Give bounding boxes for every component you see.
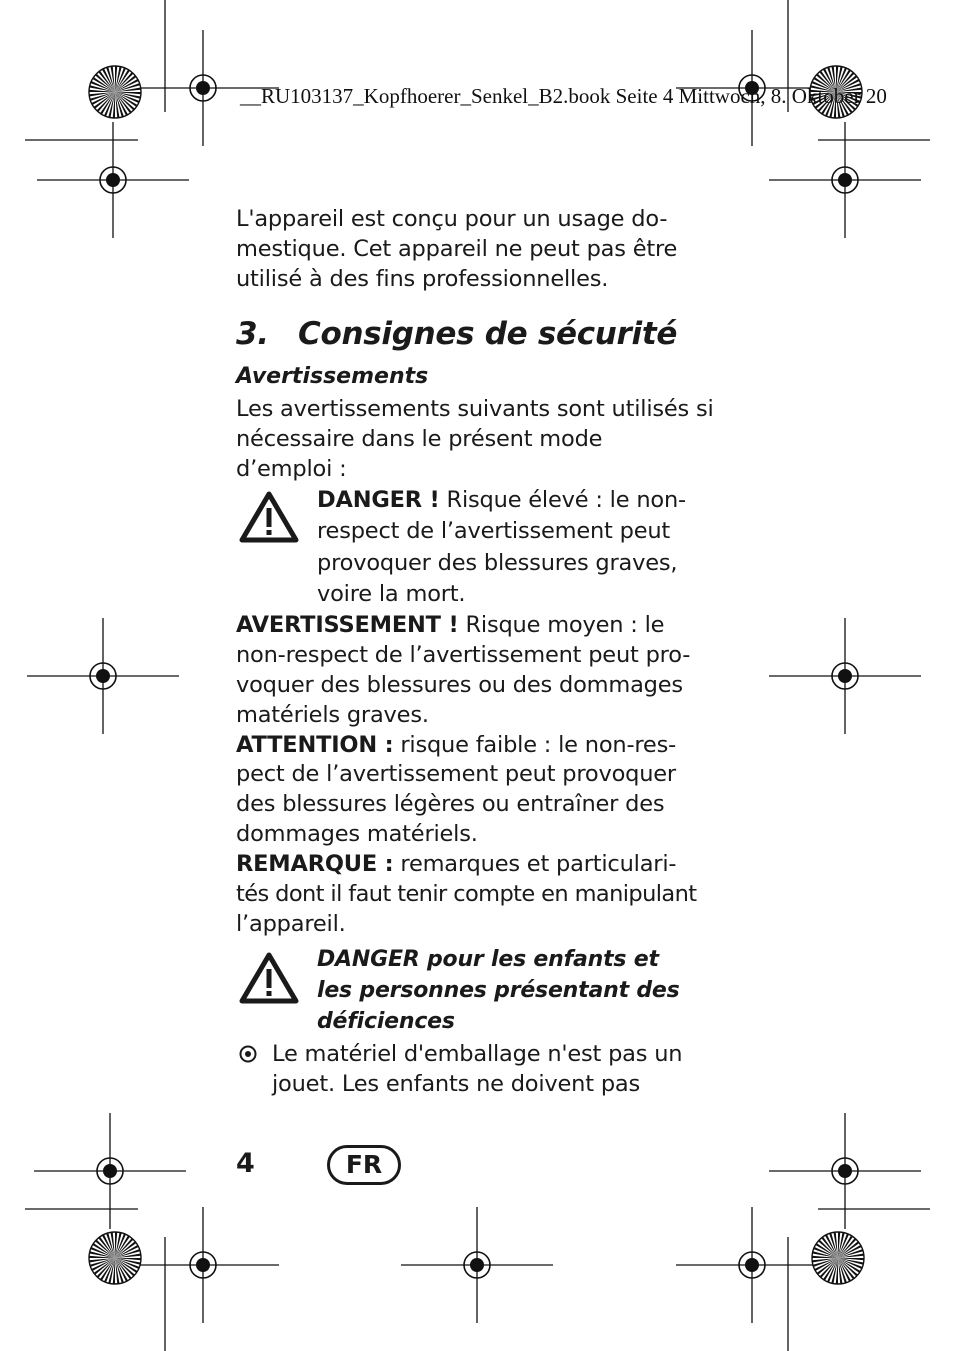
danger-text: Risque élevé : le non-	[439, 487, 686, 513]
starburst-mark	[89, 1232, 141, 1284]
danger-label: DANGER !	[317, 487, 440, 513]
remarque-label: REMARQUE :	[236, 851, 394, 877]
section-title: Consignes de sécurité	[298, 316, 678, 352]
avertissement-line: non-respect de l’avertissement peut pro-	[236, 642, 691, 668]
attention-label: ATTENTION :	[236, 732, 394, 758]
avertissement-text: Risque moyen : le	[458, 612, 665, 638]
crosshair-mark	[769, 1113, 921, 1229]
avertissement-line: matériels graves.	[236, 702, 429, 728]
avertissement-label: AVERTISSEMENT !	[236, 612, 459, 638]
danger-line	[317, 485, 686, 515]
attention-line	[236, 730, 676, 760]
language-badge: FR	[327, 1145, 401, 1185]
crosshair-mark	[27, 618, 179, 734]
intro-line: mestique. Cet appareil ne peut pas être	[236, 236, 678, 262]
starburst-mark	[812, 1232, 864, 1284]
remarque-line: l’appareil.	[236, 911, 346, 937]
section-number: 3.	[236, 316, 269, 352]
crosshair-mark	[34, 1113, 186, 1229]
crosshair-mark	[127, 1207, 279, 1323]
circle-dot-icon	[238, 1044, 258, 1064]
danger-line: provoquer des blessures graves,	[317, 550, 678, 576]
remarque-text: remarques et particulari-	[393, 851, 677, 877]
remarque-line	[236, 849, 676, 879]
warnings-subheading: Avertissements	[236, 364, 429, 389]
crosshair-mark	[676, 1207, 828, 1323]
bullet-item-line: jouet. Les enfants ne doivent pas	[272, 1071, 641, 1097]
warning-triangle-icon	[238, 951, 300, 1005]
attention-text: risque faible : le non-res-	[393, 732, 677, 758]
warnings-intro-line: nécessaire dans le présent mode	[236, 426, 603, 452]
crosshair-mark	[769, 618, 921, 734]
avertissement-line	[236, 610, 664, 640]
children-warning-line: DANGER pour les enfants et	[317, 947, 659, 972]
children-warning-line: déficiences	[317, 1009, 455, 1034]
starburst-mark	[89, 66, 141, 118]
section-heading	[236, 316, 677, 352]
intro-line: L'appareil est conçu pour un usage do-	[236, 206, 668, 232]
attention-line: dommages matériels.	[236, 821, 478, 847]
book-info-header: __RU103137_Kopfhoerer_Senkel_B2.book Seite 4 Mittwoch, 8. Oktober 20	[240, 84, 887, 108]
children-warning-line: les personnes présentant des	[317, 978, 680, 1003]
remarque-line: tés dont il faut tenir compte en manipulant	[236, 881, 697, 907]
warnings-intro-line: d’emploi :	[236, 456, 347, 482]
warnings-intro-line: Les avertissements suivants sont utilisés si	[236, 396, 714, 422]
warning-triangle-icon	[238, 490, 300, 544]
page-number: 4	[236, 1148, 255, 1179]
danger-line: voire la mort.	[317, 581, 466, 607]
avertissement-line: voquer des blessures ou des dommages	[236, 672, 683, 698]
bullet-item-line: Le matériel d'emballage n'est pas un	[272, 1041, 683, 1067]
intro-line: utilisé à des fins professionnelles.	[236, 266, 609, 292]
crosshair-mark	[401, 1207, 553, 1323]
danger-line: respect de l’avertissement peut	[317, 518, 671, 544]
attention-line: des blessures légères ou entraîner des	[236, 791, 665, 817]
attention-line: pect de l’avertissement peut provoquer	[236, 761, 676, 787]
